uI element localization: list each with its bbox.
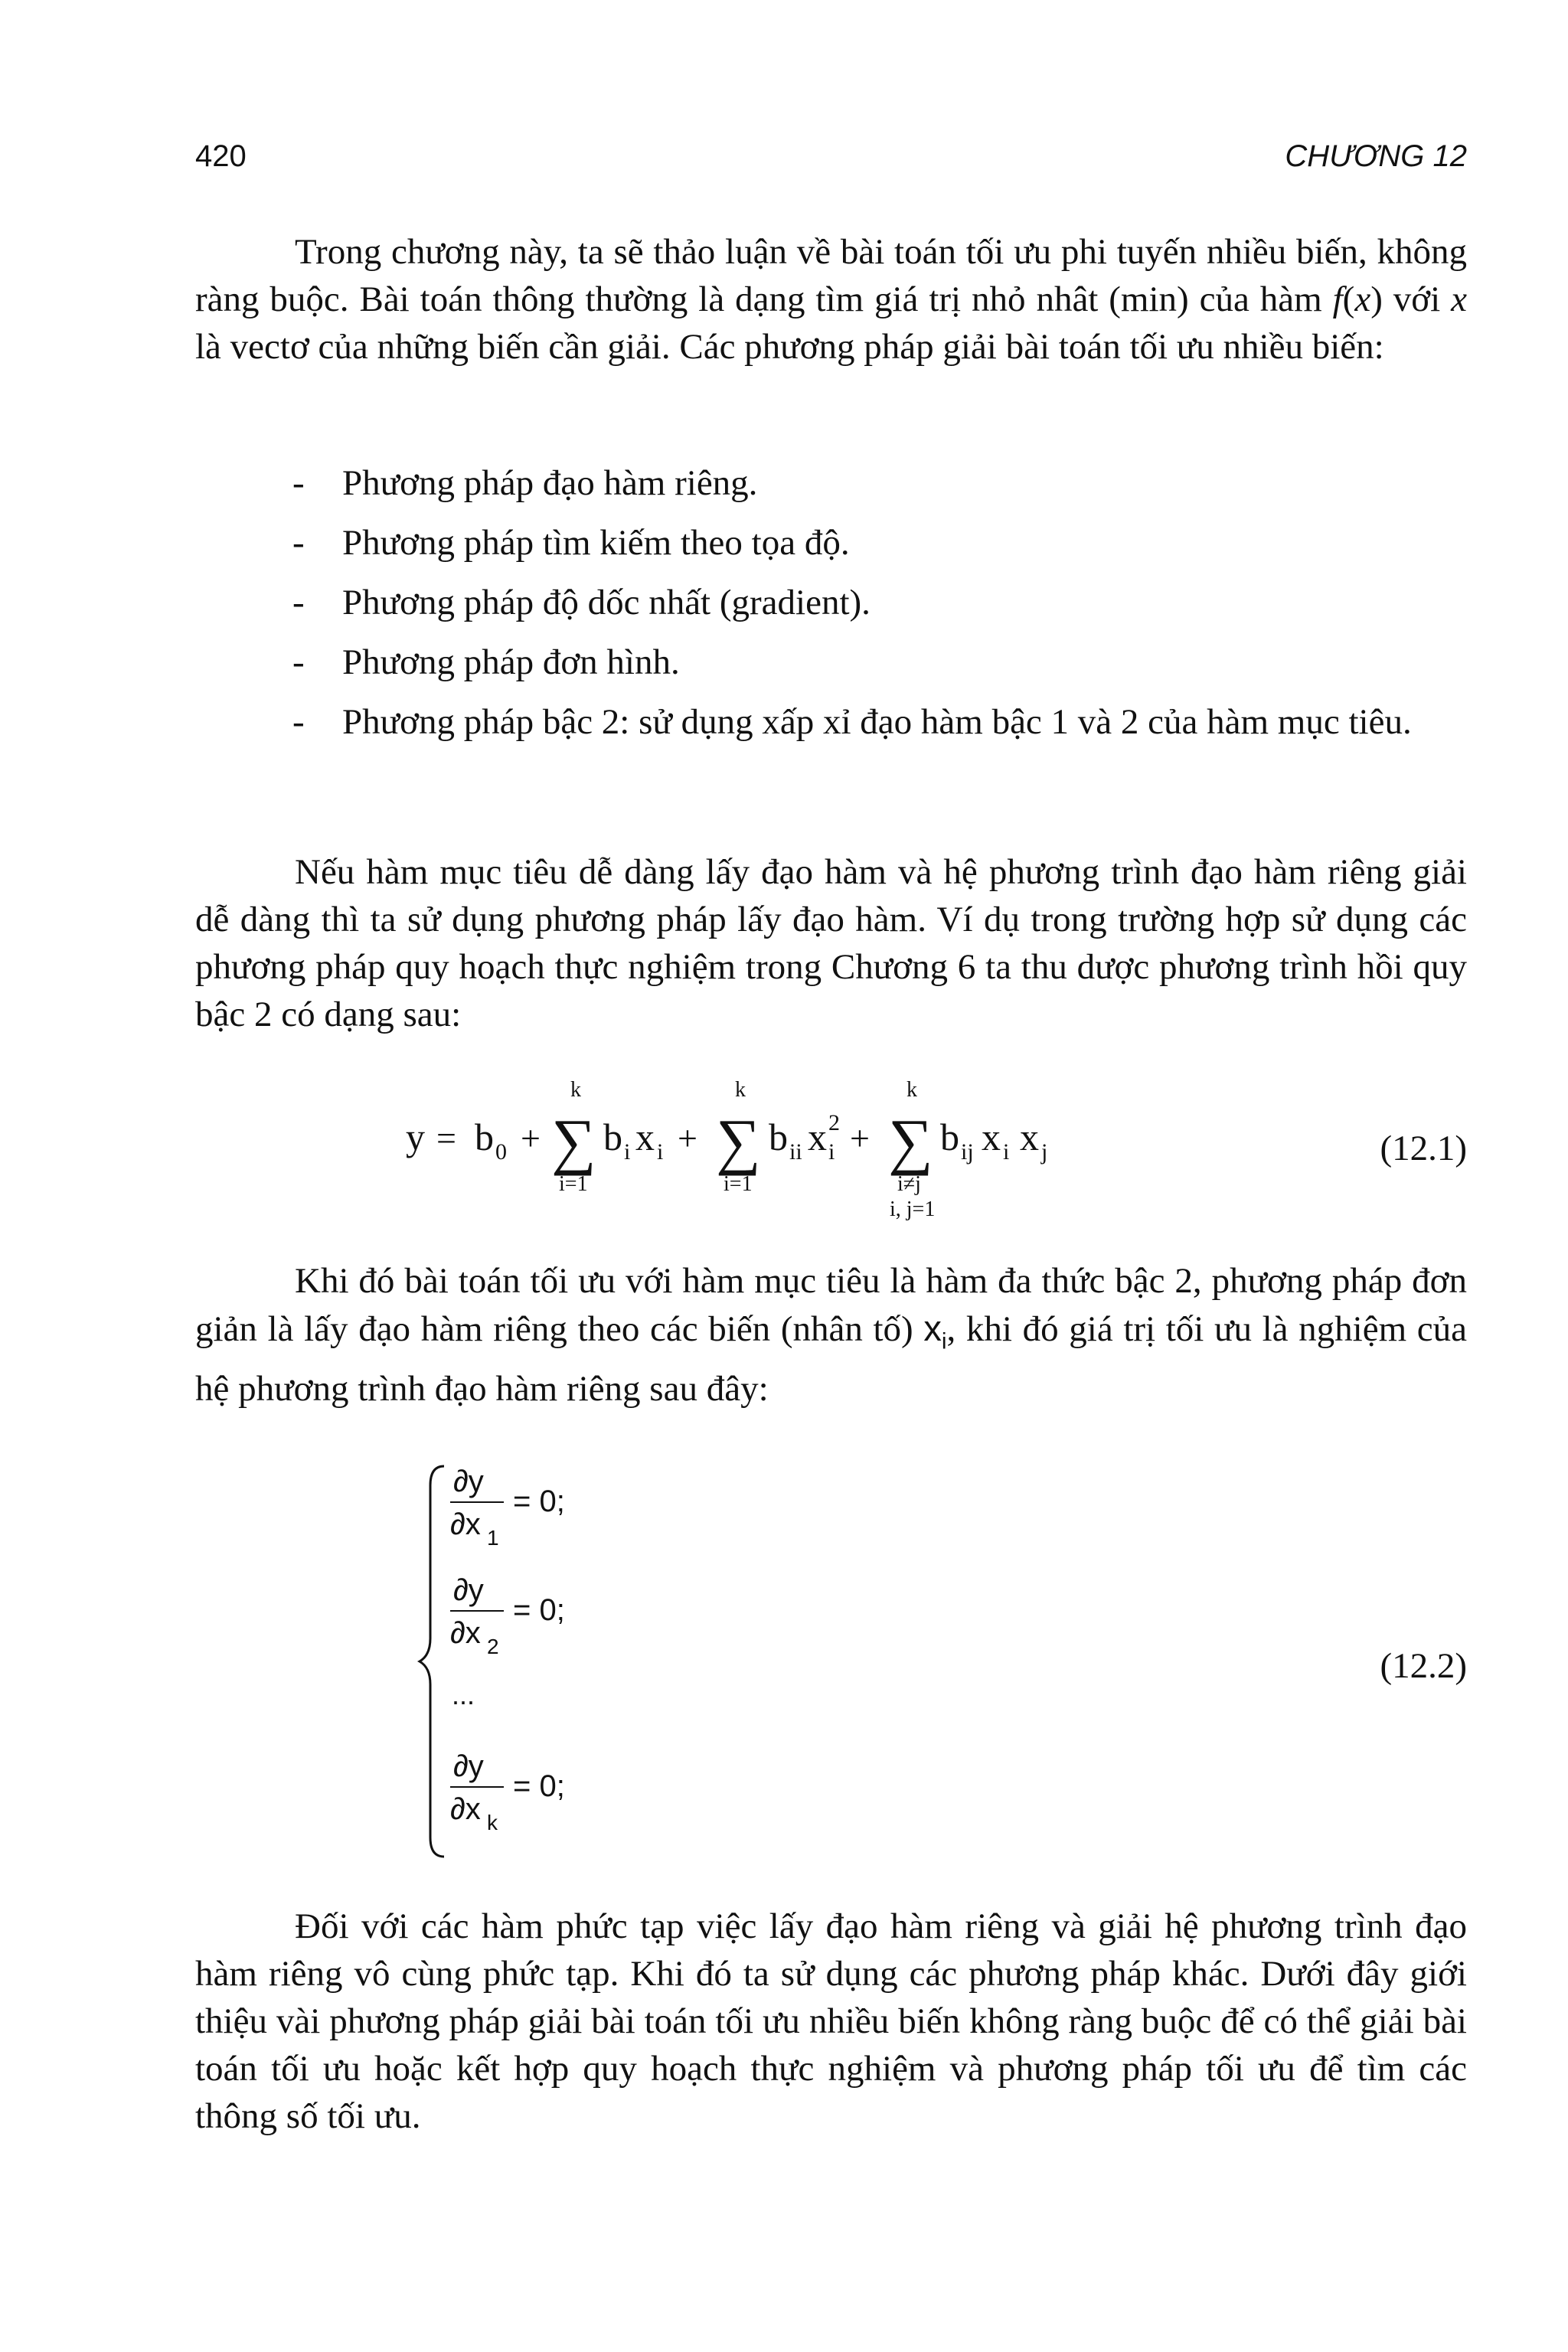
method-text: Phương pháp đạo hàm riêng. xyxy=(342,463,758,503)
methods-list xyxy=(292,459,1467,758)
eq1-b-sub: 0 xyxy=(495,1139,507,1165)
p1-paren: ( xyxy=(1342,279,1355,319)
intro-paragraph xyxy=(195,228,1467,371)
term2-x-sup: 2 xyxy=(828,1110,840,1135)
term1-x: x xyxy=(635,1116,655,1158)
method-text: Phương pháp tìm kiếm theo tọa độ. xyxy=(342,523,850,563)
p3-text-a: Khi đó bài toán tối ưu với hàm mục tiêu là hàm đa thức bậc 2, phương pháp đơn giản là lấy đạo hàm riêng theo các biến (nhân tố) xyxy=(195,1261,1467,1349)
dash-bullet: - xyxy=(292,523,305,563)
sum3-lower-a: i≠j xyxy=(897,1172,921,1196)
sum2-lower: i=1 xyxy=(724,1172,753,1196)
term2-b-sub: ii xyxy=(789,1139,802,1165)
eq1-plus: + xyxy=(850,1119,870,1158)
eq2-rhs: = 0; xyxy=(513,1485,565,1518)
eq2-numerator: ∂y xyxy=(453,1465,484,1498)
equation-number-12-2: (12.2) xyxy=(1380,1646,1467,1686)
term1-x-sub: i xyxy=(657,1139,664,1165)
eq2-denominator-sub: 1 xyxy=(487,1526,499,1550)
term3-b-sub: ij xyxy=(961,1139,974,1165)
equation-12-1 xyxy=(398,1080,1087,1233)
eq2-rhs: = 0; xyxy=(513,1593,565,1627)
list-item xyxy=(292,639,1467,686)
partial-derivative-paragraph xyxy=(195,1257,1467,1413)
p3-var-sub: i xyxy=(941,1328,947,1354)
term2-x-sub: i xyxy=(828,1139,835,1165)
p3-text-b: , khi đó giá trị tối ưu là nghiệm của hệ phương trình đạo hàm riêng sau đây: xyxy=(195,1309,1468,1410)
sum1-upper: k xyxy=(570,1080,581,1102)
p1-text-c: là vectơ của những biến cần giải. Các phương pháp giải bài toán tối ưu nhiều biến: xyxy=(195,327,1384,367)
eq2-numerator: ∂y xyxy=(453,1749,484,1783)
sum2-sign: ∑ xyxy=(716,1106,761,1176)
equation-12-2 xyxy=(413,1455,720,1868)
eq2-ellipsis: ... xyxy=(452,1679,475,1710)
system-brace xyxy=(420,1466,444,1857)
p1-x-vector: x xyxy=(1451,279,1467,319)
sum1-lower: i=1 xyxy=(559,1172,588,1196)
equation-number-12-1: (12.1) xyxy=(1380,1129,1467,1168)
sum3-upper: k xyxy=(906,1080,917,1102)
list-item xyxy=(292,698,1467,746)
eq2-denominator-sub: 2 xyxy=(487,1635,499,1658)
eq2-rhs: = 0; xyxy=(513,1769,565,1803)
chapter-title: CHƯƠNG 12 xyxy=(1285,139,1467,173)
eq1-y: y xyxy=(406,1116,425,1158)
dash-bullet: - xyxy=(292,463,305,503)
term3-x2-sub: j xyxy=(1041,1139,1048,1165)
closing-paragraph: Đối với các hàm phức tạp việc lấy đạo hàm riêng và giải hệ phương trình đạo hàm riêng vô cùng phức tạp. Khi đó ta sử dụng các phương pháp khác. Dưới đây giới thiệu vài phương pháp giải bài toán tối ưu nhiều biến không ràng buộc để có thể giải bài toán tối ưu hoặc kết hợp quy hoạch thực nghiệm và phương pháp tối ưu để tìm các thông số tối ưu. xyxy=(195,1906,1467,2136)
page-number: 420 xyxy=(195,139,247,173)
eq2-denominator: ∂x xyxy=(450,1508,481,1541)
eq2-denominator: ∂x xyxy=(450,1792,481,1826)
eq1-plus: + xyxy=(678,1119,697,1158)
p1-text-b: ) với xyxy=(1370,279,1452,319)
sum2-upper: k xyxy=(735,1080,746,1102)
term1-b-sub: i xyxy=(624,1139,631,1165)
dash-bullet: - xyxy=(292,642,305,682)
list-item xyxy=(292,579,1467,626)
p3-var: x xyxy=(923,1308,942,1348)
p1-text-a: Trong chương này, ta sẽ thảo luận về bài toán tối ưu phi tuyến nhiều biến, không ràng buộc. Bài toán thông thường là dạng tìm giá trị nhỏ nhât (min) của hàm xyxy=(195,232,1467,319)
term3-x1-sub: i xyxy=(1003,1139,1010,1165)
eq2-numerator: ∂y xyxy=(453,1573,484,1607)
sum3-sign: ∑ xyxy=(888,1106,933,1176)
method-text: Phương pháp độ dốc nhất (gradient). xyxy=(342,583,871,622)
eq1-b: b xyxy=(475,1116,494,1158)
p1-x: x xyxy=(1354,279,1371,319)
term2-x: x xyxy=(808,1116,827,1158)
term1-b: b xyxy=(603,1116,622,1158)
term3-x2: x xyxy=(1020,1116,1039,1158)
term3-x1: x xyxy=(982,1116,1001,1158)
list-item xyxy=(292,519,1467,567)
p1-f: f xyxy=(1332,279,1343,319)
eq2-denominator-sub: k xyxy=(487,1811,498,1834)
eq1-plus: + xyxy=(521,1119,541,1158)
method-text: Phương pháp đơn hình. xyxy=(342,642,680,682)
sum3-lower-b: i, j=1 xyxy=(890,1197,936,1221)
list-item xyxy=(292,459,1467,507)
method-text: Phương pháp bậc 2: sử dụng xấp xỉ đạo hàm bậc 1 và 2 của hàm mục tiêu. xyxy=(342,702,1412,742)
dash-bullet: - xyxy=(292,583,305,622)
eq1-equals: = xyxy=(436,1119,456,1158)
sum1-sign: ∑ xyxy=(551,1106,596,1176)
dash-bullet: - xyxy=(292,702,305,742)
term2-b: b xyxy=(769,1116,788,1158)
regression-paragraph: Nếu hàm mục tiêu dễ dàng lấy đạo hàm và hệ phương trình đạo hàm riêng giải dễ dàng thì ta sử dụng phương pháp lấy đạo hàm. Ví dụ trong trường hợp sử dụng các phương pháp quy hoạch thực nghiệm trong Chương 6 ta thu dược phương trình hồi quy bậc 2 có dạng sau: xyxy=(195,852,1467,1034)
term3-b: b xyxy=(940,1116,959,1158)
page-header xyxy=(195,138,1467,175)
eq2-denominator: ∂x xyxy=(450,1616,481,1650)
